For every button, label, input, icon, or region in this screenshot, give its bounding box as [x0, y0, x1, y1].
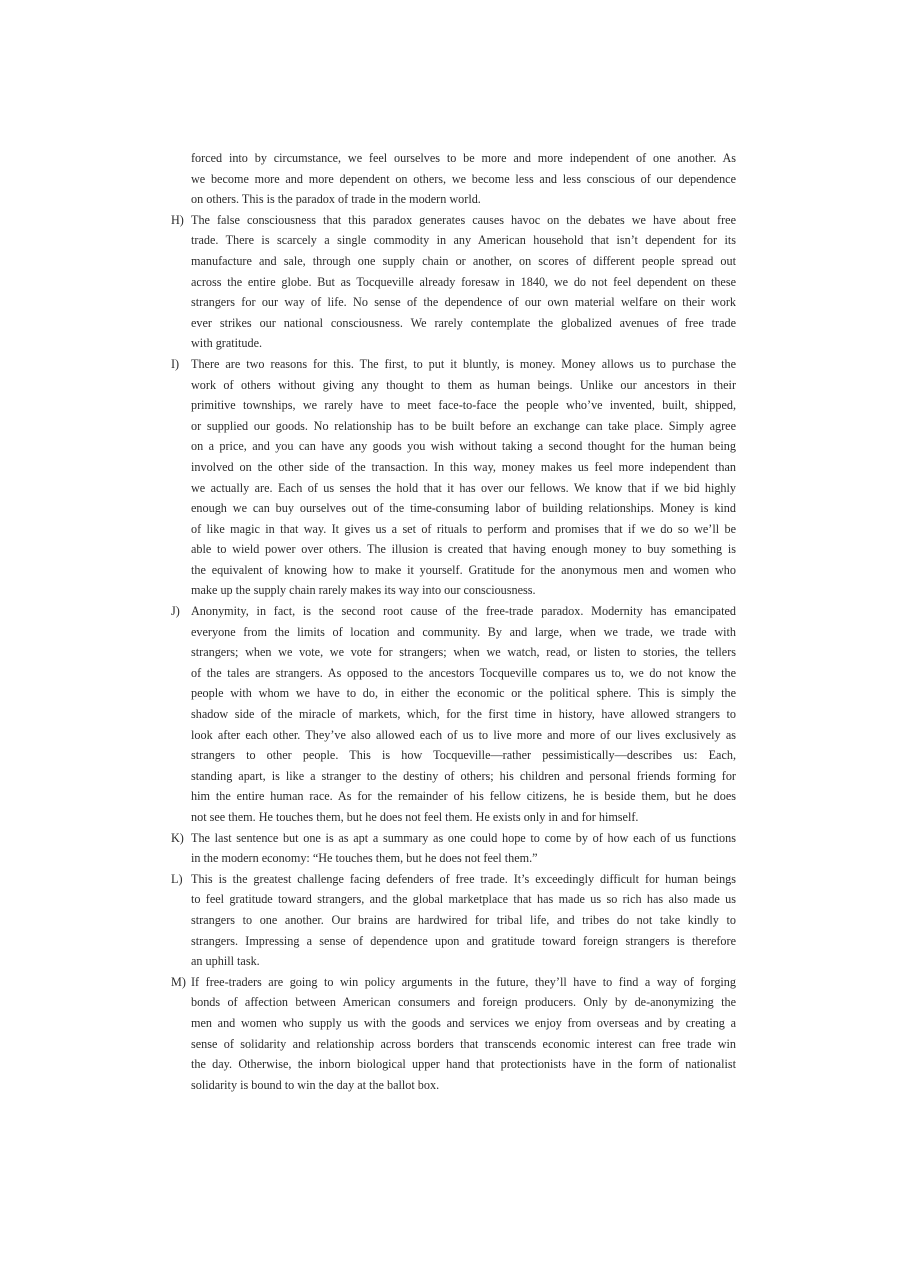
text-line: manufacture and sale, through one supply chain or another, on scores of different people spread out [191, 253, 736, 268]
paragraph-label: K) [171, 830, 184, 845]
text-line: strangers to one another. Our brains are hardwired for tribal life, and tribes do not take kindly to [191, 912, 736, 927]
text-line: the day. Otherwise, the inborn biological upper hand that protectionists have in the form of nationalist [191, 1057, 736, 1072]
paragraph-label: L) [171, 871, 183, 886]
text-line: look after each other. They’ve also allowed each of us to live more and more of our lives exclusively as [191, 727, 736, 742]
text-line: primitive townships, we rarely have to meet face-to-face the people who’ve invented, built, shipped, [191, 398, 736, 413]
text-line: enough we can buy ourselves out of the time-consuming labor of building relationships. Money is kind [191, 501, 736, 516]
text-line: him the entire human race. As for the remainder of his fellow citizens, he is beside them, but he does [191, 789, 736, 804]
paragraph [0, 972, 910, 1096]
text-line: There are two reasons for this. The first, to put it bluntly, is money. Money allows us to purchase the [191, 356, 736, 371]
text-line: bonds of affection between American consumers and foreign producers. Only by de-anonymizing the [191, 995, 736, 1010]
text-line: in the modern economy: “He touches them, but he does not feel them.” [191, 851, 538, 866]
text-line: standing apart, is like a stranger to the destiny of others; his children and personal friends forming for [191, 768, 736, 783]
text-line: sense of solidarity and relationship across borders that transcends economic interest can free trade win [191, 1036, 736, 1051]
text-line: able to wield power over others. The illusion is created that having enough money to buy something is [191, 542, 736, 557]
paragraph [0, 601, 910, 828]
text-line: strangers. Impressing a sense of dependence upon and gratitude toward foreign strangers is therefore [191, 933, 736, 948]
paragraph [0, 354, 910, 601]
text-line: we actually are. Each of us senses the hold that it has over our fellows. We know that if we bid highly [191, 480, 736, 495]
text-line: solidarity is bound to win the day at the ballot box. [191, 1077, 440, 1092]
text-line: involved on the other side of the transaction. In this way, money makes us feel more independent than [191, 459, 736, 474]
text-line: men and women who supply us with the goods and services we enjoy from overseas and by creating a [191, 1015, 736, 1030]
text-line: make up the supply chain rarely makes its way into our consciousness. [191, 583, 536, 598]
text-line: everyone from the limits of location and community. By and large, when we trade, we trade with [191, 624, 736, 639]
text-line: not see them. He touches them, but he does not feel them. He exists only in and for himself. [191, 810, 639, 824]
text-line: work of others without giving any thought to them as human beings. Unlike our ancestors in their [191, 377, 736, 392]
text-line: of like magic in that way. It gives us a set of rituals to perform and promises that if we do so we’ll be [191, 521, 736, 536]
paragraph [0, 148, 910, 210]
text-line: with gratitude. [191, 336, 263, 351]
paragraph-label: M) [171, 974, 186, 989]
text-line: people with whom we have to do, in either the economic or the political sphere. This is simply the [191, 686, 736, 701]
paragraph-label: I) [171, 356, 180, 371]
paragraph-label: H) [171, 212, 184, 227]
text-line: the equivalent of knowing how to make it yourself. Gratitude for the anonymous men and women who [191, 562, 736, 577]
paragraph [0, 869, 910, 972]
paragraph [0, 210, 910, 354]
text-line: ever strikes our national consciousness. We rarely contemplate the globalized avenues of free trade [191, 315, 736, 330]
text-line: trade. There is scarcely a single commodity in any American household that isn’t dependent for its [191, 233, 736, 248]
text-line: on a price, and you can have any goods you wish without taking a second thought for the human being [191, 439, 736, 454]
text-line: strangers; when we vote, we vote for strangers; when we watch, read, or listen to stories, the tellers [191, 645, 736, 660]
text-line: to feel gratitude toward strangers, and the global marketplace that has made us so rich has also made us [191, 892, 736, 907]
text-line: strangers for our way of life. No sense of the dependence of our own material welfare on their work [191, 295, 736, 310]
text-line: an uphill task. [191, 954, 260, 969]
text-line: shadow side of the miracle of markets, which, for the first time in history, have allowed strangers to [191, 707, 736, 722]
document-page [0, 148, 910, 1095]
paragraph-label: J) [171, 604, 180, 619]
text-line: or supplied our goods. No relationship has to be built before an exchange can take place. Simply agree [191, 418, 736, 433]
text-line: This is the greatest challenge facing defenders of free trade. It’s exceedingly difficult for human beings [191, 871, 736, 886]
text-line: we become more and more dependent on others, we become less and less conscious of our dependence [191, 171, 736, 186]
text-line: Anonymity, in fact, is the second root cause of the free-trade paradox. Modernity has emancipated [191, 604, 736, 619]
text-line: strangers to other people. This is how Tocqueville—rather pessimistically—describes us: Each, [191, 748, 736, 763]
text-line: If free-traders are going to win policy arguments in the future, they’ll have to find a way of forging [191, 974, 736, 989]
text-line: forced into by circumstance, we feel ourselves to be more and more independent of one another. As [191, 151, 736, 165]
paragraph [0, 828, 910, 869]
text-line: The false consciousness that this paradox generates causes havoc on the debates we have about free [191, 212, 736, 227]
text-line: of the tales are strangers. As opposed to the ancestors Tocqueville compares us to, we do not know the [191, 665, 736, 680]
text-line: The last sentence but one is as apt a summary as one could hope to come by of how each of us functions [191, 830, 736, 845]
text-line: across the entire globe. But as Tocqueville already foresaw in 1840, we do not feel dependent on these [191, 274, 736, 289]
text-line: on others. This is the paradox of trade in the modern world. [191, 192, 481, 207]
